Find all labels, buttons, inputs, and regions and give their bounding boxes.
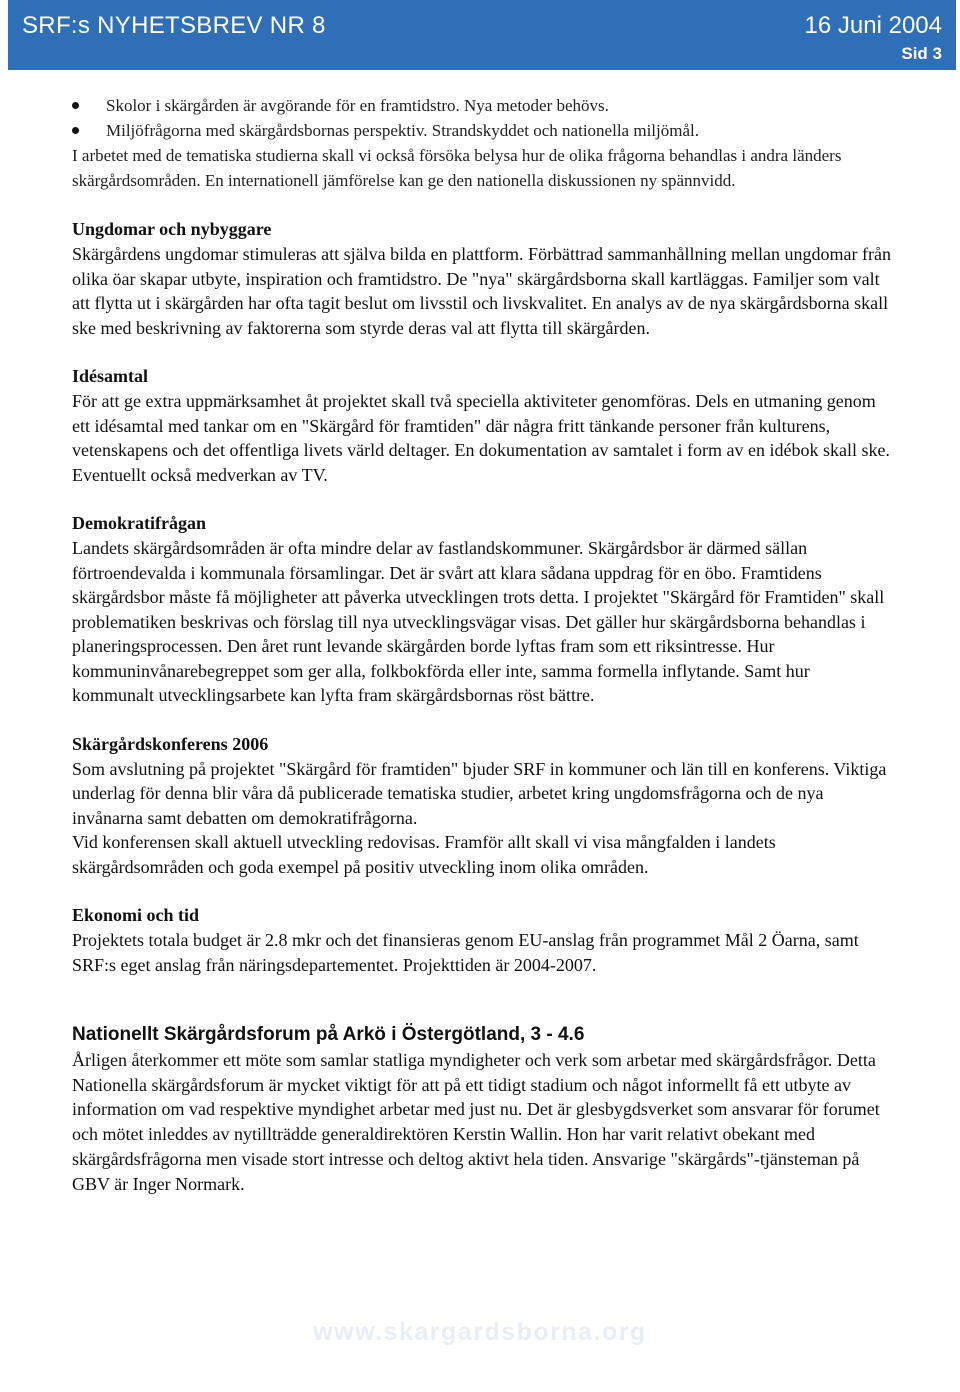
- section-konferens: [72, 732, 892, 880]
- section-text: Projektets totala budget är 2.8 mkr och det finansieras genom EU-anslag från programmet Mål 2 Öarna, samt SRF:s eget anslag från näringsdepartementet. Projekttiden är 2004-2007.: [72, 930, 859, 975]
- issue-date: 16 Juni 2004: [804, 12, 942, 39]
- list-item-text: Skolor i skärgården är avgörande för en framtidstro. Nya metoder behövs.: [106, 96, 609, 115]
- list-item-text: Miljöfrågorna med skärgårdsbornas perspektiv. Strandskyddet och nationella miljömål.: [106, 121, 699, 140]
- bullet-dot-icon: [72, 102, 79, 109]
- forum-heading: Nationellt Skärgårdsforum på Arkö i Östergötland, 3 - 4.6: [72, 1024, 585, 1045]
- section-idesamtal: [72, 364, 892, 487]
- section-text: Vid konferensen skall aktuell utveckling redovisas. Framför allt skall vi visa mångfalden i landets skärgårdsområden och goda exempel på positiv utveckling inom olika områden.: [72, 832, 776, 877]
- section-heading: Ekonomi och tid: [72, 905, 200, 925]
- forum-text: Årligen återkommer ett möte som samlar statliga myndigheter och verk som arbetar med skärgårdsfrågor. Detta Nationella skärgårdsforum är mycket viktigt för att på ett tidigt stadium och något informellt få ett utbyte av information om vad respektive myndighet arbetar med just nu. Det är glesbygdsverket som ansvarar för forumet och mötet inleddes av nytillträdde generaldirektören Kerstin Wallin. Hon har varit relativt obekant med skärgårdsfrågorna men visade stort intresse och deltog aktivt hela tiden. Ansvarige "skärgårds"-tjänsteman på GBV är Inger Normark.: [72, 1050, 880, 1194]
- forum-article: [72, 1022, 892, 1196]
- section-text: Som avslutning på projektet "Skärgård för framtiden" bjuder SRF in kommuner och län till en konferens. Viktiga underlag för denna blir våra då publicerade tematiska studier, arbetet kring ungdomsfrågorna och de nya invånarna samt debatten om demokratifrågorna.: [72, 758, 887, 828]
- bullet-list: [72, 93, 892, 143]
- section-heading: Ungdomar och nybyggare: [72, 219, 272, 239]
- bullet-dot-icon: [72, 127, 79, 134]
- section-demokrati: [72, 511, 892, 708]
- section-ungdomar: [72, 217, 892, 340]
- article-body: [72, 93, 892, 1196]
- section-heading: Demokratifrågan: [72, 513, 206, 533]
- newsletter-title: SRF:s NYHETSBREV NR 8: [22, 12, 326, 39]
- section-heading: Idésamtal: [72, 366, 148, 386]
- section-text: Skärgårdens ungdomar stimuleras att själva bilda en plattform. Förbättrad sammanhållning mellan ungdomar från olika öar skapar utbyte, inspiration och framtidstro. De "nya" skärgårdsborna skall kartläggas. Familjer som valt att flytta ut i skärgården har ofta tagit beslut om livsstil och livskvalitet. En analys av de nya skärgårdsborna skall ske med beskrivning av faktorerna som styrde deras val att flytta till skärgården.: [72, 244, 891, 338]
- page-number: Sid 3: [901, 44, 942, 63]
- section-heading: Skärgårdskonferens 2006: [72, 733, 269, 754]
- section-text: För att ge extra uppmärksamhet åt projektet skall två speciella aktiviteter genomföras. Dels en utmaning genom ett idésamtal med tankar om en "Skärgård för framtiden" där några fritt tänkande personer från kulturens, vetenskapens och det offentliga livets värld deltager. En dokumentation av samtalet i form av en idébok skall ske. Eventuellt också medverkan av TV.: [72, 391, 890, 485]
- section-text: Landets skärgårdsområden är ofta mindre delar av fastlandskommuner. Skärgårdsbor är därmed sällan förtroendevalda i kommunala församlingar. Det är svårt att klara sådana uppdrag för en öbo. Framtidens skärgårdsbor måste få möjligheter att påverka utvecklingen trots detta. I projektet "Skärgård för Framtiden" skall problematiken beskrivas och förslag till nya utvecklingsvägar visas. Det gäller hur skärgårdsborna behandlas i planeringsprocessen. Den året runt levande skärgården borde lyftas fram som ett riksintresse. Hur kommuninvånarebegreppet som ger alla, folkbokförda eller inte, samma formella inflytande. Samt hur kommunalt utvecklingsarbete kan lyfta fram skärgårdsbornas röst bättre.: [72, 538, 885, 705]
- list-item: [72, 93, 892, 118]
- intro-paragraph: I arbetet med de tematiska studierna skall vi också försöka belysa hur de olika frågorna behandlas i andra länders skärgårdsområden. En internationell jämförelse kan ge den nationella diskussionen ny spännvidd.: [72, 146, 842, 190]
- newsletter-header: [8, 0, 956, 70]
- section-ekonomi: [72, 903, 892, 977]
- list-item: [72, 118, 892, 143]
- footer-url: www.skargardsborna.org: [313, 1318, 647, 1346]
